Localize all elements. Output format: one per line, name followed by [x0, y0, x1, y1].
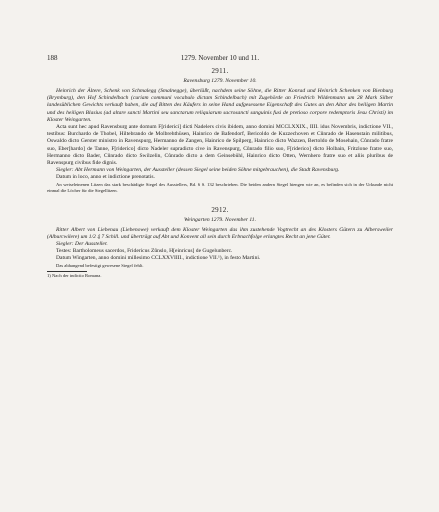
editorial-note: An weiseleinenen Litzen das stark beschädigte Siegel des Ausstellers, Bd. 6 S. 132 beschrieben. Die beiden andern Siegel hiengen wie an, es befinden sich in der Urkunde nicht einmal die Löcher für die Siegellitzen. [47, 181, 393, 193]
page-header [47, 54, 393, 62]
footnote: 1) Nach der indictio Romana. [47, 272, 102, 278]
datum-line: Datum in loco, anno et indictione prenotatis. [56, 174, 155, 181]
charter-text: Acta sunt hec apud Ravensburg ante domum F[riderici] dicti Nadelers civis ibidem, anno domini MCCLXXIX., IIII. idus Novembris, indictione VII., testibus: Burchardo de Thobel, Hiltebrando de Molbrehthüsen, Hainrico de Bafendorf, Bericoldo de Kuzzechoven et Cůnrado de Hasenstain militibus, Oswaldo dicto Gerster ministro in Ravenspurg, Hermanno de Zangen, Hainrico de Spilperg, Hainrico dicto Wazzen, Bertoldo de Mosehain, Cůnrado fratre suo, Eber[hardo] de Tanne, F[riderico] dicto Nadeler supradicto cive in Ravenspurg, Cůnrado filio suo, F[riderico] dicto Holbain, Fritzlone fratre suo, Hermanno dicto Bader, Cůnrado dicto Swilzelin, Cůnrado dicto a dem Geinsebühl, Hainrico dicto Otten, Wernhero fratre suo et aliis pluribus de Ravenspurg civibus fide dignis. [47, 124, 393, 167]
place-date: Weingarten 1279. November 11. [184, 216, 256, 223]
document-number: 2912. [211, 205, 229, 214]
running-title: 1279. November 10 und 11. [180, 54, 260, 62]
page-number: 188 [47, 54, 58, 62]
place-date: Ravensburg 1279. November 10. [183, 78, 257, 84]
witnesses-line: Testes: Bartholomeus sacerdos, Fridericus Zůnslo, H[einricus] de Gugelunberc. [56, 248, 233, 255]
document-number: 2911. [211, 67, 229, 75]
regest-paragraph: Heinrich der Ältere, Schenk von Schmalegg (Smalnegge), überläßt, nachdem seine Söhne, die Ritter Konrad und Heinrich Schenken von Bienburg (Brymburg), den Hof Schindelbach (curiam communi vocabulo dictam Schindelbach) mit Zugehörde an Friedrich Wildenmann um 28 Mark Silber landesüblichen Gewichts verkauft haben, die auf Bitten des Käufers in seine Hand aufgesessene Eigenschaft des Gutes an den Altar des heiligen Martin und des heiligen Blasius (ad altare sancti Martini seu sanctarum reliquiarum sacrosancti sanguinis fusi de pretioso corpore redemptoris Jesu Christi) im Kloster Weingarten. [47, 88, 393, 123]
sealers-line: Siegler: Der Aussteller. [56, 241, 108, 248]
regest-paragraph: Ritter Albert von Liebenau (Liebenowe) verkauft dem Kloster Weingarten das ihm zustehende Vogtrecht an des Klosters Gütern zu Albersweiler (Alburcwilere) um 1/2 ₰ 7 Schill. und überträgt auf Abt und Konvent all sein durch Erbnachfolge erlangtes Recht an jene Güter. [47, 226, 393, 240]
seal-note: Das abhangend befestigt gewesene Siegel fehlt. [56, 262, 144, 268]
footnote-divider [47, 271, 87, 272]
sealers-line: Siegler: Abt Hermann von Weingarten, der Aussteller (dessen Siegel seine beiden Söhne mitgebrauchen), die Stadt Ravensburg. [56, 167, 340, 174]
datum-line: Datum Wingarten, anno domini millesimo CCLXXVIIII., indictione VII.¹), in festo Martini. [56, 255, 261, 262]
